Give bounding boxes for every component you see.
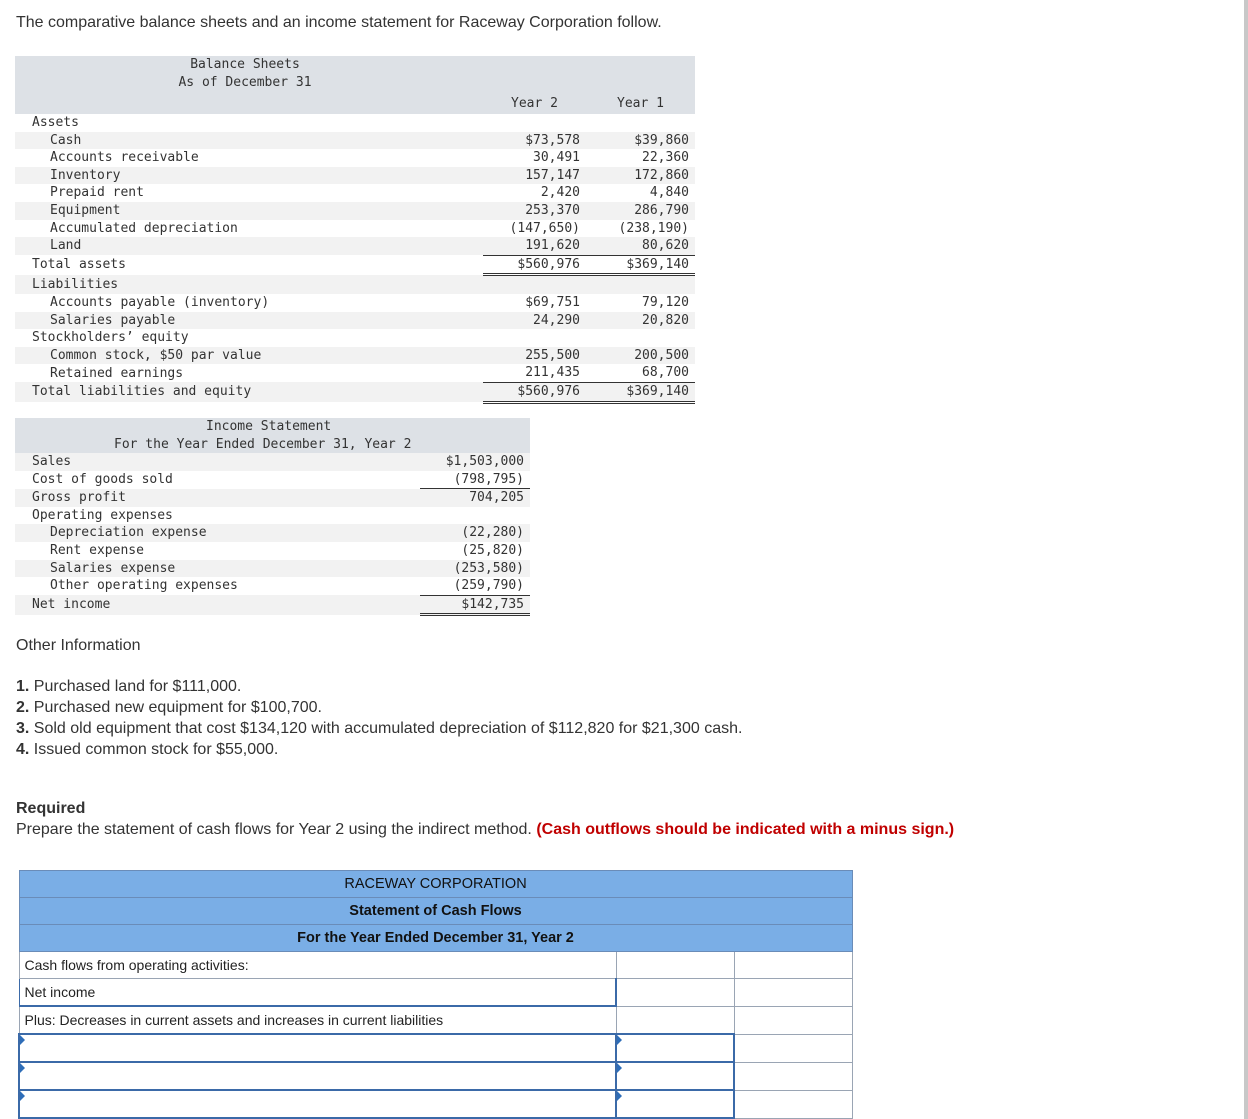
bs-row-y2: 253,370 bbox=[483, 202, 586, 220]
cf-title: Statement of Cash Flows bbox=[19, 898, 852, 925]
bs-row-label: Land bbox=[15, 237, 483, 255]
dropdown-marker-icon bbox=[20, 1063, 25, 1073]
item-text: Purchased land for $111,000. bbox=[33, 678, 242, 695]
total-le-label: Total liabilities and equity bbox=[15, 382, 483, 402]
cf-company: RACEWAY CORPORATION bbox=[19, 871, 852, 898]
entry-label-field[interactable] bbox=[25, 1065, 610, 1087]
total-assets-label: Total assets bbox=[15, 255, 483, 275]
entry-amount-field[interactable] bbox=[622, 1093, 728, 1115]
item-number: 2. bbox=[16, 699, 30, 716]
cf-cell bbox=[734, 1034, 852, 1062]
income-statement-title: Income Statement bbox=[15, 418, 530, 436]
is-gross-label: Gross profit bbox=[15, 489, 420, 507]
bs-row-y2: 157,147 bbox=[483, 167, 586, 185]
is-net-income-value: $142,735 bbox=[420, 595, 530, 615]
bs-row-y2: 255,500 bbox=[483, 347, 586, 365]
cf-net-income-label: Net income bbox=[19, 979, 616, 1007]
cf-entry-amount-input[interactable] bbox=[616, 1062, 734, 1090]
required-note: (Cash outflows should be indicated with a minus sign.) bbox=[536, 821, 955, 838]
item-text: Purchased new equipment for $100,700. bbox=[33, 699, 322, 716]
bs-row-label: Salaries payable bbox=[15, 312, 483, 330]
required-title: Required bbox=[16, 800, 86, 817]
bs-row-y1: 68,700 bbox=[586, 364, 695, 382]
entry-amount-field[interactable] bbox=[622, 1065, 728, 1087]
liabilities-heading: Liabilities bbox=[15, 275, 483, 294]
entry-label-field[interactable] bbox=[25, 1093, 610, 1115]
bs-row-label: Cash bbox=[15, 132, 483, 150]
bs-row-y1: 172,860 bbox=[586, 167, 695, 185]
other-info-title: Other Information bbox=[16, 637, 141, 654]
list-item bbox=[16, 697, 742, 718]
is-opex-label: Depreciation expense bbox=[15, 524, 420, 542]
list-item bbox=[16, 739, 742, 760]
is-opex-value: (25,820) bbox=[420, 542, 530, 560]
required-instruction: Prepare the statement of cash flows for Year 2 using the indirect method. bbox=[16, 821, 532, 838]
balance-sheet-subtitle: As of December 31 bbox=[15, 74, 695, 92]
total-assets-y1: $369,140 bbox=[586, 255, 695, 275]
is-opex-label: Other operating expenses bbox=[15, 577, 420, 595]
bs-row-y1: 22,360 bbox=[586, 149, 695, 167]
bs-row-y2: 24,290 bbox=[483, 312, 586, 330]
list-item bbox=[16, 676, 742, 697]
net-income-amount-field[interactable] bbox=[622, 981, 729, 1003]
entry-amount-field[interactable] bbox=[622, 1037, 728, 1059]
bs-row-y1: 286,790 bbox=[586, 202, 695, 220]
intro-text: The comparative balance sheets and an income statement for Raceway Corporation follow. bbox=[16, 14, 662, 31]
col-year1-header: Year 1 bbox=[586, 92, 695, 114]
cf-entry-label-input[interactable] bbox=[19, 1062, 616, 1090]
col-year2-header: Year 2 bbox=[483, 92, 586, 114]
cf-cell bbox=[734, 952, 852, 979]
is-sales-value: $1,503,000 bbox=[420, 453, 530, 471]
bs-row-y2: 30,491 bbox=[483, 149, 586, 167]
equity-heading: Stockholders’ equity bbox=[15, 329, 483, 347]
total-le-y1: $369,140 bbox=[586, 382, 695, 402]
bs-row-label: Common stock, $50 par value bbox=[15, 347, 483, 365]
is-opex-value: (22,280) bbox=[420, 524, 530, 542]
cf-plus-label: Plus: Decreases in current assets and increases in current liabilities bbox=[19, 1006, 616, 1034]
total-le-y2: $560,976 bbox=[483, 382, 586, 402]
is-sales-label: Sales bbox=[15, 453, 420, 471]
balance-sheet-title: Balance Sheets bbox=[15, 56, 695, 74]
dropdown-marker-icon bbox=[617, 1063, 622, 1073]
item-number: 1. bbox=[16, 678, 30, 695]
dropdown-marker-icon bbox=[20, 1091, 25, 1101]
bs-row-y1: 4,840 bbox=[586, 184, 695, 202]
bs-row-y2: $69,751 bbox=[483, 294, 586, 312]
bs-row-y1: $39,860 bbox=[586, 132, 695, 150]
is-opex-heading: Operating expenses bbox=[15, 507, 420, 525]
cf-cell bbox=[734, 979, 852, 1007]
is-cogs-value: (798,795) bbox=[420, 471, 530, 489]
item-number: 3. bbox=[16, 720, 30, 737]
is-cogs-label: Cost of goods sold bbox=[15, 471, 420, 489]
income-statement-subtitle: For the Year Ended December 31, Year 2 bbox=[15, 436, 530, 454]
bs-row-label: Prepaid rent bbox=[15, 184, 483, 202]
cf-cell bbox=[734, 1006, 852, 1034]
cf-entry-amount-input[interactable] bbox=[616, 1090, 734, 1118]
is-opex-value: (259,790) bbox=[420, 577, 530, 595]
is-opex-value: (253,580) bbox=[420, 560, 530, 578]
cf-cell bbox=[616, 1006, 734, 1034]
is-net-income-label: Net income bbox=[15, 595, 420, 615]
cf-entry-amount-input[interactable] bbox=[616, 1034, 734, 1062]
bs-row-label: Equipment bbox=[15, 202, 483, 220]
scrollbar-edge bbox=[1244, 0, 1248, 1119]
item-number: 4. bbox=[16, 741, 30, 758]
cf-cell bbox=[616, 952, 734, 979]
cf-entry-label-input[interactable] bbox=[19, 1034, 616, 1062]
bs-row-y2: (147,650) bbox=[483, 220, 586, 238]
cf-cell bbox=[734, 1062, 852, 1090]
required-text bbox=[16, 821, 954, 839]
bs-row-y2: $73,578 bbox=[483, 132, 586, 150]
total-assets-y2: $560,976 bbox=[483, 255, 586, 275]
bs-row-label: Accumulated depreciation bbox=[15, 220, 483, 238]
cf-period: For the Year Ended December 31, Year 2 bbox=[19, 925, 852, 952]
dropdown-marker-icon bbox=[617, 1035, 622, 1045]
bs-row-y1: (238,190) bbox=[586, 220, 695, 238]
is-opex-label: Rent expense bbox=[15, 542, 420, 560]
cf-cell bbox=[734, 1090, 852, 1118]
cash-flow-table bbox=[18, 870, 853, 1119]
bs-row-y1: 80,620 bbox=[586, 237, 695, 255]
is-opex-label: Salaries expense bbox=[15, 560, 420, 578]
bs-row-label: Accounts payable (inventory) bbox=[15, 294, 483, 312]
bs-row-y1: 200,500 bbox=[586, 347, 695, 365]
balance-sheet-table bbox=[15, 56, 695, 404]
bs-row-label: Accounts receivable bbox=[15, 149, 483, 167]
dropdown-marker-icon bbox=[20, 1035, 25, 1045]
bs-row-label: Inventory bbox=[15, 167, 483, 185]
item-text: Sold old equipment that cost $134,120 with accumulated depreciation of $112,820 for $21,300 cash. bbox=[33, 720, 743, 737]
bs-row-y2: 2,420 bbox=[483, 184, 586, 202]
bs-row-label: Retained earnings bbox=[15, 364, 483, 382]
cf-net-income-amount-input[interactable] bbox=[616, 979, 734, 1007]
entry-label-field[interactable] bbox=[25, 1037, 610, 1059]
bs-row-y2: 191,620 bbox=[483, 237, 586, 255]
bs-row-y1: 20,820 bbox=[586, 312, 695, 330]
assets-heading: Assets bbox=[15, 114, 483, 132]
is-gross-value: 704,205 bbox=[420, 489, 530, 507]
income-statement-table bbox=[15, 418, 530, 616]
cf-entry-label-input[interactable] bbox=[19, 1090, 616, 1118]
item-text: Issued common stock for $55,000. bbox=[33, 741, 279, 758]
list-item bbox=[16, 718, 742, 739]
cf-operating-label: Cash flows from operating activities: bbox=[19, 952, 616, 979]
dropdown-marker-icon bbox=[617, 1091, 622, 1101]
other-info-list bbox=[16, 676, 742, 760]
bs-row-y2: 211,435 bbox=[483, 364, 586, 382]
bs-row-y1: 79,120 bbox=[586, 294, 695, 312]
